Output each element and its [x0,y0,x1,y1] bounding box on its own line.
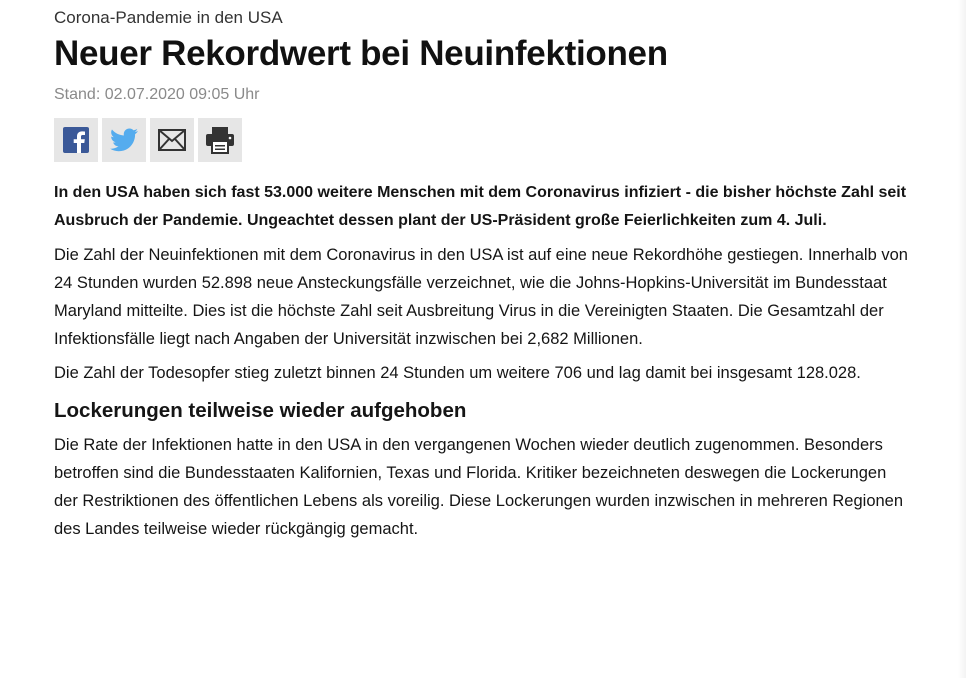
article [54,6,914,543]
article-kicker: Corona-Pandemie in den USA [54,8,283,27]
article-paragraph: Die Zahl der Neuinfektionen mit dem Coronavirus in den USA ist auf eine neue Rekordhöhe gestiegen. Innerhalb von 24 Stunden wurden 52.898 neue Ansteckungsfälle verzeichnet, wie die Johns-Hopkins-Universität im Bundesstaat Maryland mitteilte. Dies ist die höchste Zahl seit Ausbreitung Virus in die Vereinigten Staaten. Die Gesamtzahl der Infektionsfälle liegt nach Angaben der Universität inzwischen bei 2,682 Millionen. [54,246,908,348]
article-paragraph: Die Rate der Infektionen hatte in den USA in den vergangenen Wochen wieder deutlich zugenommen. Besonders betroffen sind die Bundesstaaten Kalifornien, Texas und Florida. Kritiker bezeichneten deswegen die Lockerungen der Restriktionen des öffentlichen Lebens als voreilig. Diese Lockerungen wurden inzwischen in mehreren Regionen des Landes teilweise wieder rückgängig gemacht. [54,436,904,538]
print-button[interactable] [198,118,242,162]
page-edge-shadow [958,0,966,678]
facebook-share-button[interactable] [54,118,98,162]
print-icon [205,126,235,154]
facebook-icon [63,127,89,153]
article-paragraph: Die Zahl der Todesopfer stieg zuletzt binnen 24 Stunden um weitere 706 und lag damit bei insgesamt 128.028. [54,364,861,382]
article-lead: In den USA haben sich fast 53.000 weitere Menschen mit dem Coronavirus infiziert - die bisher höchste Zahl seit Ausbruch der Pandemie. Ungeachtet dessen plant der US-Präsident große Feierlichkeiten zum 4. Juli. [54,184,907,229]
article-subheading: Lockerungen teilweise wieder aufgehoben [54,399,467,422]
email-icon [158,129,186,151]
twitter-icon [110,128,138,152]
twitter-share-button[interactable] [102,118,146,162]
share-bar [54,118,914,162]
article-timestamp: Stand: 02.07.2020 09:05 Uhr [54,86,260,103]
email-share-button[interactable] [150,118,194,162]
article-headline: Neuer Rekordwert bei Neuinfektionen [54,34,668,73]
